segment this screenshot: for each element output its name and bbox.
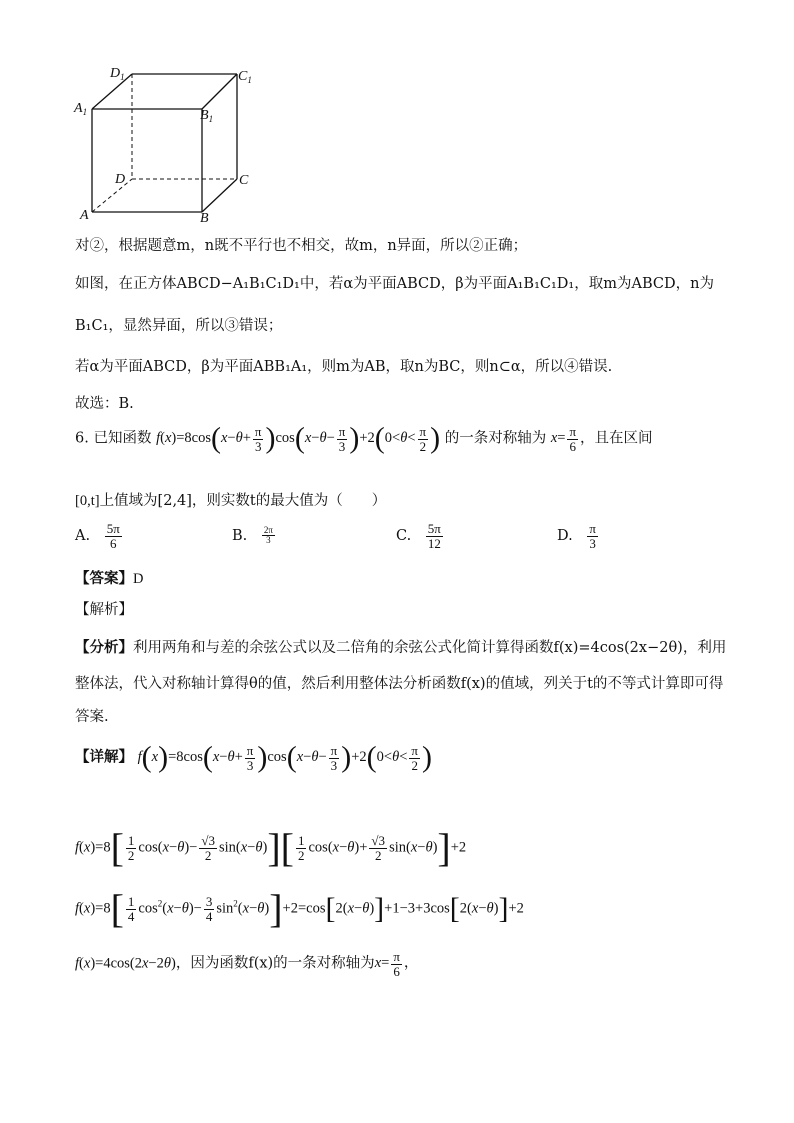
option-b[interactable]: B. $\frac{2\pi}{3}$ [232,525,273,546]
detail-line-1 [75,743,432,773]
fenxi-label: 【分析】 [75,639,133,656]
question-stem-c: ，且在区间 [580,430,653,447]
detail-formula-3: f(x)=8[ $\frac{1}{4}$ $\cos^2(x-\theta)-$ $\frac{3}{4}$ $\sin^2(x-\theta)]+2=\cos[2(x-\theta)]+1-3+3\cos[2(x-\theta)]+2$ [75,886,524,931]
text-line-5: 故选：B. [75,396,134,412]
edge-ad-hidden [92,179,132,212]
question-stem-a: 已知函数 [93,430,152,447]
label-c: C [239,173,249,188]
symmetry-axis: x= $\frac{\pi}{6}$ [550,423,577,454]
question-stem-d: 上值域为[2,4]，则实数t的最大值为（ ） [99,493,387,509]
text-line-4: 若α为平面ABCD，β为平面ABB₁A₁，则m为AB，取n为BC，则n⊂α，所以④错误. [75,359,613,375]
answer-value: D [133,571,144,587]
function-expression: f(x)=8cos(x−θ+ $\frac{\pi}{3}$ )cos(x−θ− $\frac{\pi}{3}$ )+2(0<θ< $\frac{\pi}{2}$ ) [156,422,441,455]
answer-label: 【答案】 [75,570,133,587]
edge-bc [202,179,237,212]
question-6-stem [75,424,653,454]
detail-formula-1: f(x)=8cos(x−θ+ $\frac{\pi}{3}$ )cos(x−θ− $\frac{\pi}{3}$ )+2(0<θ< $\frac{\pi}{2}$ ) [137,741,432,774]
option-d[interactable]: D. $\frac{\pi}{3}$ [557,521,596,551]
cube-diagram [70,62,270,227]
question-number: 6. [75,430,89,447]
label-b: B [200,211,209,226]
detail-formula-4: f(x)=4cos(2x−2θ) [75,955,176,972]
fenxi-line-2: 整体法，代入对称轴计算得θ的值，然后利用整体法分析函数f(x)的值域，列关于t的不等式计算即可得 [75,676,724,692]
option-c[interactable]: C. $\frac{5\pi}{12}$ [396,521,441,551]
text-line-3: B₁C₁，显然异面，所以③错误； [75,318,283,334]
interval: [0,t] [75,493,100,509]
answer-line [75,567,143,588]
option-a[interactable]: A. $\frac{5\pi}{6}$ [75,521,120,551]
question-6-stem-2 [75,489,386,510]
question-stem-b: 的一条对称轴为 [444,430,547,447]
fenxi-line-1: 【分析】利用两角和与差的余弦公式以及二倍角的余弦公式化简计算得函数f(x)=4cos(2x−2θ)，利用 [75,639,727,656]
text-line-2: 如图，在正方体ABCD−A₁B₁C₁D₁中，若α为平面ABCD，β为平面A₁B₁C₁D₁，取m为ABCD，n为 [75,276,714,292]
label-c1: $C_1$ [238,69,252,85]
edge-b1c1 [202,74,237,109]
detail-axis: x= $\frac{\pi}{6}$ ， [374,949,419,979]
detail-tail: ，因为函数f(x)的一条对称轴为 [175,955,375,972]
detail-line-4 [75,950,418,978]
label-a1: $A_1$ [74,101,88,117]
detail-label: 【详解】 [75,748,133,766]
fenxi-line-3: 答案. [75,709,109,725]
label-d: D [115,172,126,187]
detail-formula-2: f(x)=8[ $\frac{1}{2}$ cos(x−θ)− $\frac{√3}{2}$ sin(x−θ)][ $\frac{1}{2}$ cos(x−θ)+ $\frac{√3}{2}$ sin(x−θ)]+2 [75,825,467,870]
label-a: A [80,208,89,223]
label-b1: $B_1$ [200,108,214,124]
analysis-label: 【解析】 [75,602,133,618]
label-d1: $D_1$ [110,66,125,82]
text-line-1: 对②，根据题意m，n既不平行也不相交，故m，n异面，所以②正确； [75,238,528,254]
